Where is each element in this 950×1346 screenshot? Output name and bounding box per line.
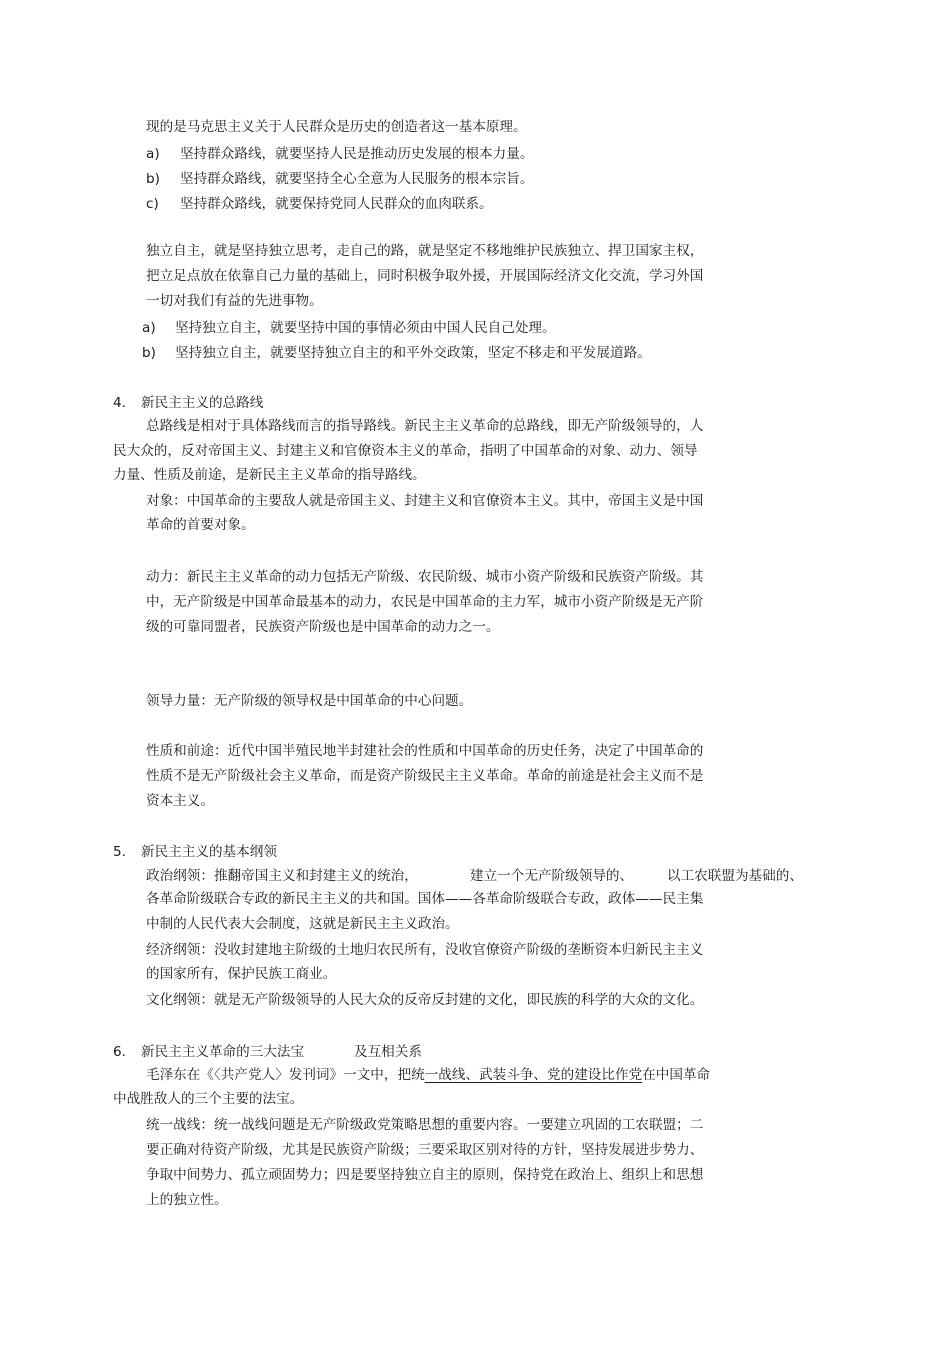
paragraph-line: 资本主义。	[146, 793, 214, 809]
paragraph-line: 对象：中国革命的主要敌人就是帝国主义、封建主义和官僚资本主义。其中，帝国主义是中国	[146, 493, 704, 509]
section-heading: 新民主主义的总路线	[141, 395, 264, 411]
underlined-text: 一战线、武装斗争、党的建设比作党	[424, 1067, 643, 1083]
section-number: 6.	[113, 1044, 126, 1060]
paragraph-line: 文化纲领：就是无产阶级领导的人民大众的反帝反封建的文化，即民族的科学的大众的文化。	[146, 992, 704, 1008]
paragraph-line: 革命的首要对象。	[146, 517, 255, 533]
paragraph-line: 中，无产阶级是中国革命最基本的动力，农民是中国革命的主力军，城市小资产阶级是无产阶	[146, 594, 704, 610]
paragraph-line: 政治纲领：推翻帝国主义和封建主义的统治，	[146, 868, 418, 884]
paragraph-line: 要正确对待资产阶级，尤其是民族资产阶级；三要采取区别对待的方针，坚持发展进步势力、	[146, 1142, 704, 1158]
list-item: 坚持群众路线，就要保持党同人民群众的血肉联系。	[180, 196, 493, 212]
section-number: 4.	[113, 395, 126, 411]
paragraph-line: 民大众的，反对帝国主义、封建主义和官僚资本主义的革命，指明了中国革命的对象、动力、领导	[113, 443, 698, 459]
list-item: 坚持群众路线，就要坚持全心全意为人民服务的根本宗旨。	[180, 171, 534, 187]
paragraph-line: 上的独立性。	[146, 1192, 228, 1208]
paragraph-line: 中战胜敌人的三个主要的法宝。	[113, 1091, 304, 1107]
list-item: 坚持独立自主，就要坚持中国的事情必须由中国人民自己处理。	[175, 320, 556, 336]
list-marker: c)	[146, 196, 159, 212]
list-marker: a)	[146, 146, 160, 162]
paragraph-line: 中制的人民代表大会制度，这就是新民主主义政治。	[146, 916, 459, 932]
paragraph-line: 动力：新民主主义革命的动力包括无产阶级、农民阶级、城市小资产阶级和民族资产阶级。其	[146, 569, 704, 585]
intro-line: 现的是马克思主义关于人民群众是历史的创造者这一基本原理。	[146, 119, 527, 135]
section-heading: 新民主主义的基本纲领	[141, 844, 277, 860]
paragraph-line: 建立一个无产阶级领导的、	[470, 868, 634, 884]
list-item: 坚持群众路线，就要坚持人民是推动历史发展的根本力量。	[180, 146, 534, 162]
paragraph-line: 力量、性质及前途，是新民主主义革命的指导路线。	[113, 467, 426, 483]
list-marker: b)	[146, 171, 160, 187]
list-item: 坚持独立自主，就要坚持独立自主的和平外交政策，坚定不移走和平发展道路。	[175, 345, 651, 361]
paragraph-line: 领导力量：无产阶级的领导权是中国革命的中心问题。	[146, 693, 473, 709]
paragraph-line: 性质和前途：近代中国半殖民地半封建社会的性质和中国革命的历史任务，决定了中国革命的	[146, 743, 704, 759]
paragraph-line: 各革命阶级联合专政的新民主主义的共和国。国体——各革命阶级联合专政，政体——民主集	[146, 891, 704, 907]
text-run: 毛泽东在《〈共产党人〉发刊词》一文中，把统	[146, 1067, 425, 1083]
paragraph-line	[146, 1066, 710, 1084]
paragraph-line: 把立足点放在依靠自己力量的基础上，同时积极争取外援，开展国际经济文化交流，学习外国	[146, 268, 704, 284]
paragraph-line: 的国家所有，保护民族工商业。	[146, 966, 337, 982]
paragraph-line: 独立自主，就是坚持独立思考，走自己的路，就是坚定不移地维护民族独立、捍卫国家主权，	[146, 243, 704, 259]
paragraph-line: 级的可靠同盟者，民族资产阶级也是中国革命的动力之一。	[146, 619, 500, 635]
paragraph-line: 性质不是无产阶级社会主义革命，而是资产阶级民主主义革命。革命的前途是社会主义而不是	[146, 768, 704, 784]
paragraph-line: 统一战线：统一战线问题是无产阶级政党策略思想的重要内容。一要建立巩固的工农联盟；二	[146, 1117, 704, 1133]
list-marker: b)	[142, 345, 156, 361]
section-heading: 新民主主义革命的三大法宝	[141, 1044, 305, 1060]
section-heading-tail: 及互相关系	[354, 1044, 422, 1060]
paragraph-line: 一切对我们有益的先进事物。	[146, 293, 323, 309]
paragraph-line: 总路线是相对于具体路线而言的指导路线。新民主主义革命的总路线，即无产阶级领导的，人	[146, 418, 704, 434]
paragraph-line: 以工农联盟为基础的、	[667, 868, 803, 884]
list-marker: a)	[142, 320, 156, 336]
text-run: 在中国革命	[642, 1067, 711, 1083]
section-number: 5.	[113, 844, 126, 860]
paragraph-line: 经济纲领：没收封建地主阶级的土地归农民所有，没收官僚资产阶级的垄断资本归新民主主义	[146, 942, 704, 958]
paragraph-line: 争取中间势力、孤立顽固势力；四是要坚持独立自主的原则，保持党在政治上、组织上和思想	[146, 1167, 704, 1183]
